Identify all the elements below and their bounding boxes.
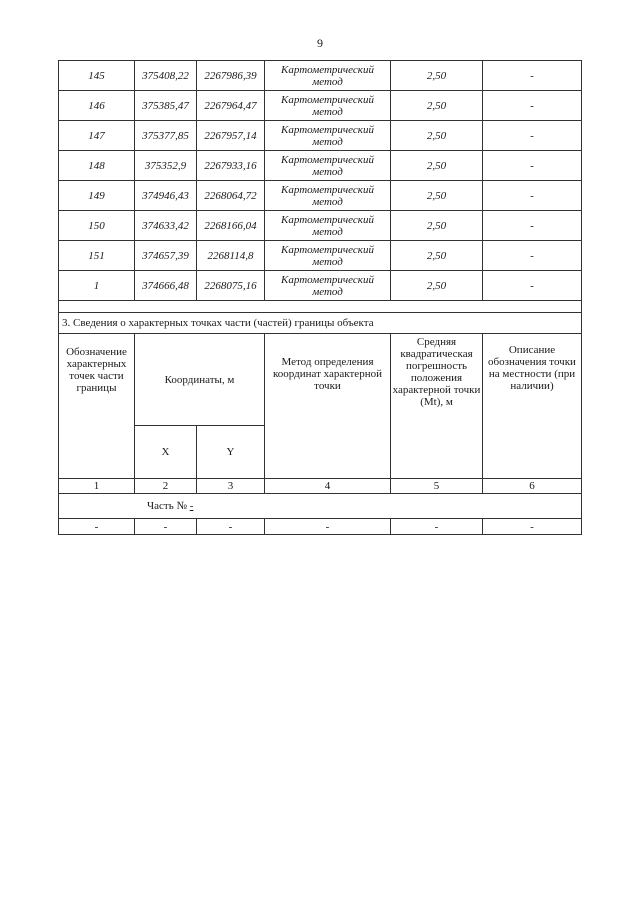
points-table-body — [59, 61, 582, 301]
empty-part-row — [59, 519, 582, 535]
column-number: 6 — [483, 479, 582, 494]
part-label: Часть № — [147, 500, 187, 512]
point-method-cell — [265, 61, 391, 91]
point-row — [59, 271, 582, 301]
point-accuracy-cell: 2,50 — [391, 151, 483, 181]
method-line: метод — [312, 135, 343, 148]
point-id-cell: 146 — [59, 91, 135, 121]
method-line: метод — [312, 75, 343, 88]
method-line: Картометрический — [281, 93, 374, 106]
empty-cell: - — [197, 519, 265, 535]
point-method-cell — [265, 91, 391, 121]
point-row — [59, 61, 582, 91]
point-y-cell: 2267986,39 — [197, 61, 265, 91]
point-id-cell: 150 — [59, 211, 135, 241]
header-x: X — [135, 426, 197, 479]
point-id-cell: 1 — [59, 271, 135, 301]
header-coordinates: Координаты, м — [135, 334, 265, 426]
point-x-cell: 374946,43 — [135, 181, 197, 211]
point-x-cell: 375385,47 — [135, 91, 197, 121]
method-line: Картометрический — [281, 183, 374, 196]
point-description-cell: - — [483, 211, 582, 241]
point-method-cell — [265, 121, 391, 151]
part-row — [59, 494, 582, 519]
point-description-cell: - — [483, 121, 582, 151]
point-method-cell — [265, 181, 391, 211]
method-line: метод — [312, 285, 343, 298]
header-y: Y — [197, 426, 265, 479]
point-accuracy-cell: 2,50 — [391, 121, 483, 151]
section-3-header-row — [59, 334, 582, 426]
section-3-title: 3. Сведения о характерных точках части (частей) границы объекта — [59, 313, 582, 334]
spacer-cell — [59, 301, 582, 313]
point-accuracy-cell: 2,50 — [391, 91, 483, 121]
point-id-cell: 145 — [59, 61, 135, 91]
point-description-cell: - — [483, 151, 582, 181]
point-id-cell: 151 — [59, 241, 135, 271]
point-method-cell — [265, 241, 391, 271]
empty-cell: - — [391, 519, 483, 535]
point-id-cell: 148 — [59, 151, 135, 181]
point-row — [59, 121, 582, 151]
part-value: - — [189, 500, 194, 512]
empty-cell: - — [483, 519, 582, 535]
point-x-cell: 375408,22 — [135, 61, 197, 91]
method-line: метод — [312, 195, 343, 208]
point-x-cell: 374633,42 — [135, 211, 197, 241]
point-row — [59, 241, 582, 271]
point-method-cell — [265, 271, 391, 301]
part-cell — [59, 494, 582, 519]
point-method-cell — [265, 211, 391, 241]
spacer-row — [59, 301, 582, 313]
point-method-cell — [265, 151, 391, 181]
method-line: метод — [312, 165, 343, 178]
point-description-cell: - — [483, 61, 582, 91]
point-x-cell: 375352,9 — [135, 151, 197, 181]
column-number: 1 — [59, 479, 135, 494]
point-description-cell: - — [483, 271, 582, 301]
method-line: метод — [312, 225, 343, 238]
page-number: 9 — [317, 36, 323, 50]
method-line: Картометрический — [281, 123, 374, 136]
method-line: Картометрический — [281, 63, 374, 76]
point-id-cell: 147 — [59, 121, 135, 151]
section-3-title-row — [59, 313, 582, 334]
point-y-cell: 2268114,8 — [197, 241, 265, 271]
point-accuracy-cell: 2,50 — [391, 211, 483, 241]
header-accuracy: Средняя квадратическая погрешность положения характерной точки (Mt), м — [391, 334, 483, 479]
point-y-cell: 2268166,04 — [197, 211, 265, 241]
point-x-cell: 374666,48 — [135, 271, 197, 301]
header-description: Описание обозначения точки на местности (при наличии) — [483, 334, 582, 479]
empty-cell: - — [59, 519, 135, 535]
header-designation: Обозначение характерных точек части границы — [59, 334, 135, 479]
column-number-row — [59, 479, 582, 494]
method-line: метод — [312, 105, 343, 118]
point-y-cell: 2268075,16 — [197, 271, 265, 301]
point-row — [59, 91, 582, 121]
point-x-cell: 375377,85 — [135, 121, 197, 151]
empty-cell: - — [265, 519, 391, 535]
point-row — [59, 151, 582, 181]
method-line: Картометрический — [281, 243, 374, 256]
point-y-cell: 2267957,14 — [197, 121, 265, 151]
method-line: Картометрический — [281, 153, 374, 166]
column-number: 5 — [391, 479, 483, 494]
method-line: Картометрический — [281, 213, 374, 226]
point-accuracy-cell: 2,50 — [391, 241, 483, 271]
boundary-points-table — [58, 60, 582, 535]
point-accuracy-cell: 2,50 — [391, 61, 483, 91]
method-line: метод — [312, 255, 343, 268]
column-number: 4 — [265, 479, 391, 494]
column-number: 3 — [197, 479, 265, 494]
point-y-cell: 2267964,47 — [197, 91, 265, 121]
header-method: Метод определения координат характерной точки — [265, 334, 391, 479]
empty-cell: - — [135, 519, 197, 535]
point-description-cell: - — [483, 91, 582, 121]
point-accuracy-cell: 2,50 — [391, 181, 483, 211]
point-description-cell: - — [483, 241, 582, 271]
point-id-cell: 149 — [59, 181, 135, 211]
point-row — [59, 181, 582, 211]
point-x-cell: 374657,39 — [135, 241, 197, 271]
point-y-cell: 2267933,16 — [197, 151, 265, 181]
point-accuracy-cell: 2,50 — [391, 271, 483, 301]
point-description-cell: - — [483, 181, 582, 211]
method-line: Картометрический — [281, 273, 374, 286]
point-y-cell: 2268064,72 — [197, 181, 265, 211]
column-number: 2 — [135, 479, 197, 494]
point-row — [59, 211, 582, 241]
